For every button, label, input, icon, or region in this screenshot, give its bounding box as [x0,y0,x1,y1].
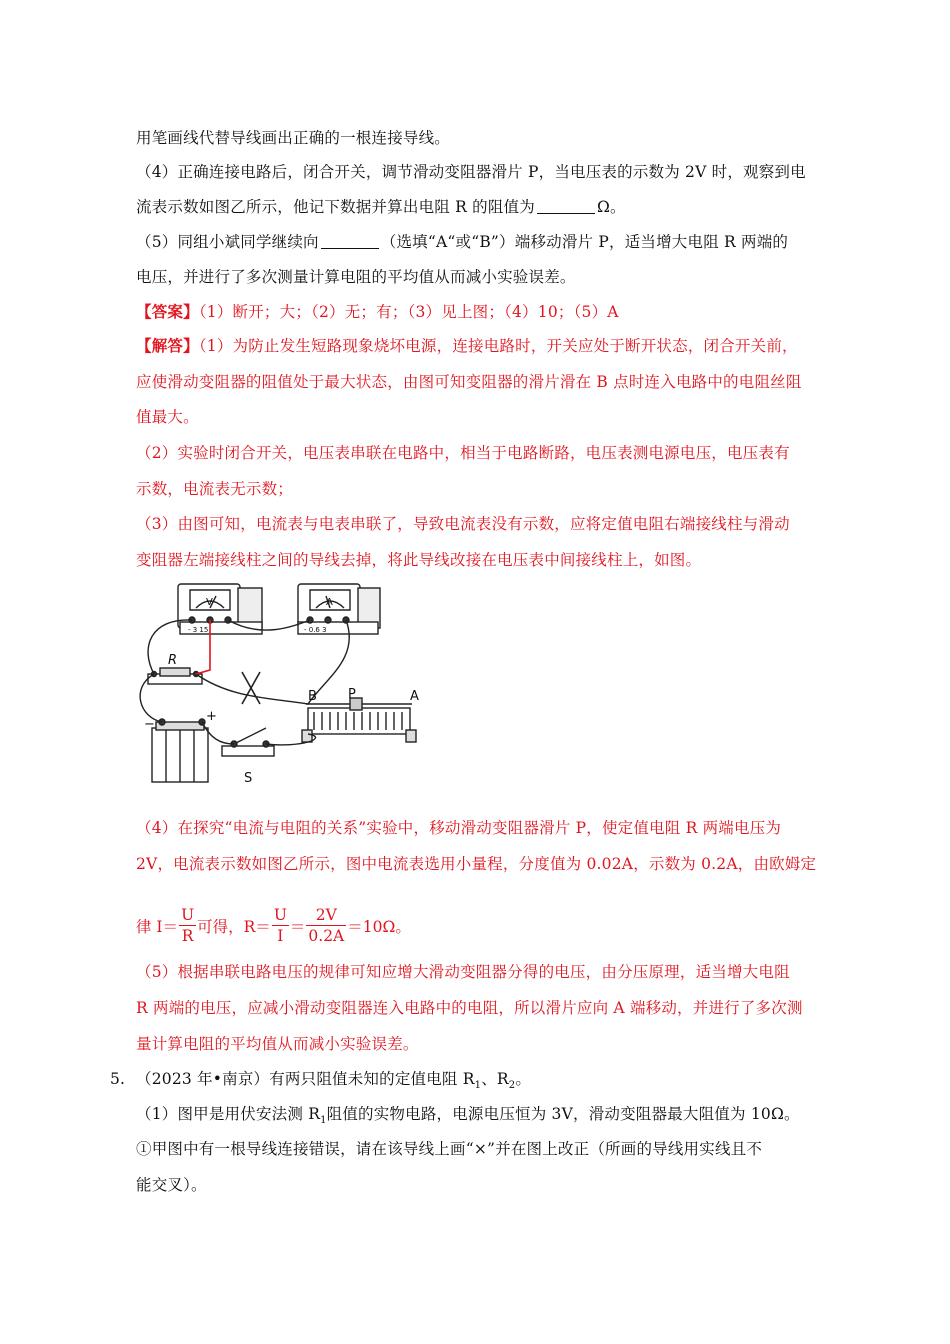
question-number: 5. [110,1070,126,1088]
q5-l1b: 、R [481,1070,509,1088]
eq-pre: 律 I＝ [136,917,179,936]
question-line: 用笔画线代替导线画出正确的一根连接导线。 [136,129,451,147]
answer-blank [537,197,595,214]
switch-label: S [244,771,253,786]
question-4-line2 [136,196,626,218]
solution-p5-line2: R 两端的电压，应减小滑动变阻器连入电路中的电阻，所以滑片应向 A 端移动，并进行了多次测 [136,999,803,1017]
solution-p1-line3: 值最大。 [136,408,199,426]
q5-l1c: 。 [515,1070,532,1088]
ammeter-label: A [326,597,333,608]
answer-text: （1）断开；大；（2）无；有；（3）见上图；（4）10；（5）A [198,303,619,321]
question-4-line1: （4）正确连接电路后，闭合开关，调节滑动变阻器滑片 P，当电压表的示数为 2V 时，观察到电 [136,163,806,181]
q4-text: 流表示数如图乙所示，他记下数据并算出电阻 R 的阻值为 [136,198,535,216]
solution-p2-line1: （2）实验时闭合开关，电压表串联在电路中，相当于电路断路，电压表测电源电压，电压表有 [136,444,790,462]
solution-p3-line1: （3）由图可知，电流表与电表串联了，导致电流表没有示数，应将定值电阻右端接线柱与滑动 [136,515,790,533]
resistor [148,668,202,684]
fraction [272,905,289,946]
solution-p1-line2: 应使滑动变阻器的阻值处于最大状态，由图可知变阻器的滑片滑在 B 点时连入电路中的电阻丝阻 [136,373,802,391]
q5-text-b: （选填“A“或“B”）端移动滑片 P，适当增大电阻 R 两端的 [380,233,789,251]
solution-p4-line1: （4）在探究“电流与电阻的关系”实验中，移动滑动变阻器滑片 P，使定值电阻 R 两端电压为 [136,819,782,837]
circuit-figure [130,578,430,788]
battery-minus-label: − [144,717,155,732]
battery-plus-label: + [206,709,217,724]
fraction-den: 0.2A [308,927,345,945]
solution-p3-line2: 变阻器左端接线柱之间的导线去掉，将此导线改接在电压表中间接线柱上，如图。 [136,551,702,569]
q5-l1a: （2023 年•南京）有两只阻值未知的定值电阻 R [136,1070,475,1088]
fraction-den: R [181,927,194,945]
voltmeter-label: V [206,597,213,608]
fraction-den: I [277,927,284,945]
fraction-num: U [273,906,287,924]
q4-unit: Ω。 [596,198,626,216]
subscript: 1 [474,1080,482,1092]
question-5-line2: 电压，并进行了多次测量计算电阻的平均值从而减小实验误差。 [136,268,576,286]
answer-line [136,301,619,323]
question-5-part1 [136,1103,800,1132]
solution-label: 【解答】 [136,336,199,355]
solution-text: （1）为防止发生短路现象烧坏电源，连接电路时，开关应处于断开状态，闭合开关前， [198,337,798,355]
subscript: 2 [508,1080,516,1092]
ohm-law-equation [136,905,411,946]
solution-p5-line1: （5）根据串联电路电压的规律可知应增大滑动变阻器分得的电压，由分压原理，适当增大电阻 [136,963,790,981]
solution-p2-line2: 示数，电流表无示数； [136,480,294,498]
eq-mid1: 可得，R＝ [197,917,271,936]
rheostat [302,698,416,742]
switch [222,728,274,756]
battery [152,719,208,782]
fraction-num: 2V [306,905,346,926]
q5-text-a: （5）同组小斌同学继续向 [136,233,319,251]
q5-l2b: 阻值的实物电路，电源电压恒为 3V，滑动变阻器最大阻值为 10Ω。 [326,1105,800,1123]
ammeter-scale: - 0.6 3 [304,626,327,634]
rheostat-p-label: P [348,687,356,702]
fraction [179,905,196,946]
voltmeter-scale: - 3 15 [188,626,209,634]
eq-mid2: ＝ [289,917,306,936]
answer-label: 【答案】 [136,302,199,321]
rheostat-b-label: B [308,689,317,704]
question-5-line1 [136,231,788,253]
solution-p1-line1 [136,335,798,357]
question-5-item1: ①甲图中有一根导线连接错误，请在该导线上画“×”并在图上改正（所画的导线用实线且不 [136,1140,763,1158]
solution-p5-line3: 量计算电阻的平均值从而减小实验误差。 [136,1035,419,1053]
subscript: 1 [320,1115,327,1127]
rheostat-a-label: A [410,689,419,704]
fraction [306,905,346,946]
eq-end: ＝10Ω。 [347,917,411,936]
solution-p4-line2: 2V，电流表示数如图乙所示，图中电流表选用小量程，分度值为 0.02A，示数为 0.2A，由欧姆定 [136,855,817,873]
resistor-label: R [168,653,178,668]
question-5-header [110,1068,531,1097]
fraction-num: U [181,906,195,924]
answer-blank [321,232,379,249]
q5-l2a: （1）图甲是用伏安法测 R [136,1105,321,1123]
question-5-item1-cont: 能交叉）。 [136,1176,207,1194]
